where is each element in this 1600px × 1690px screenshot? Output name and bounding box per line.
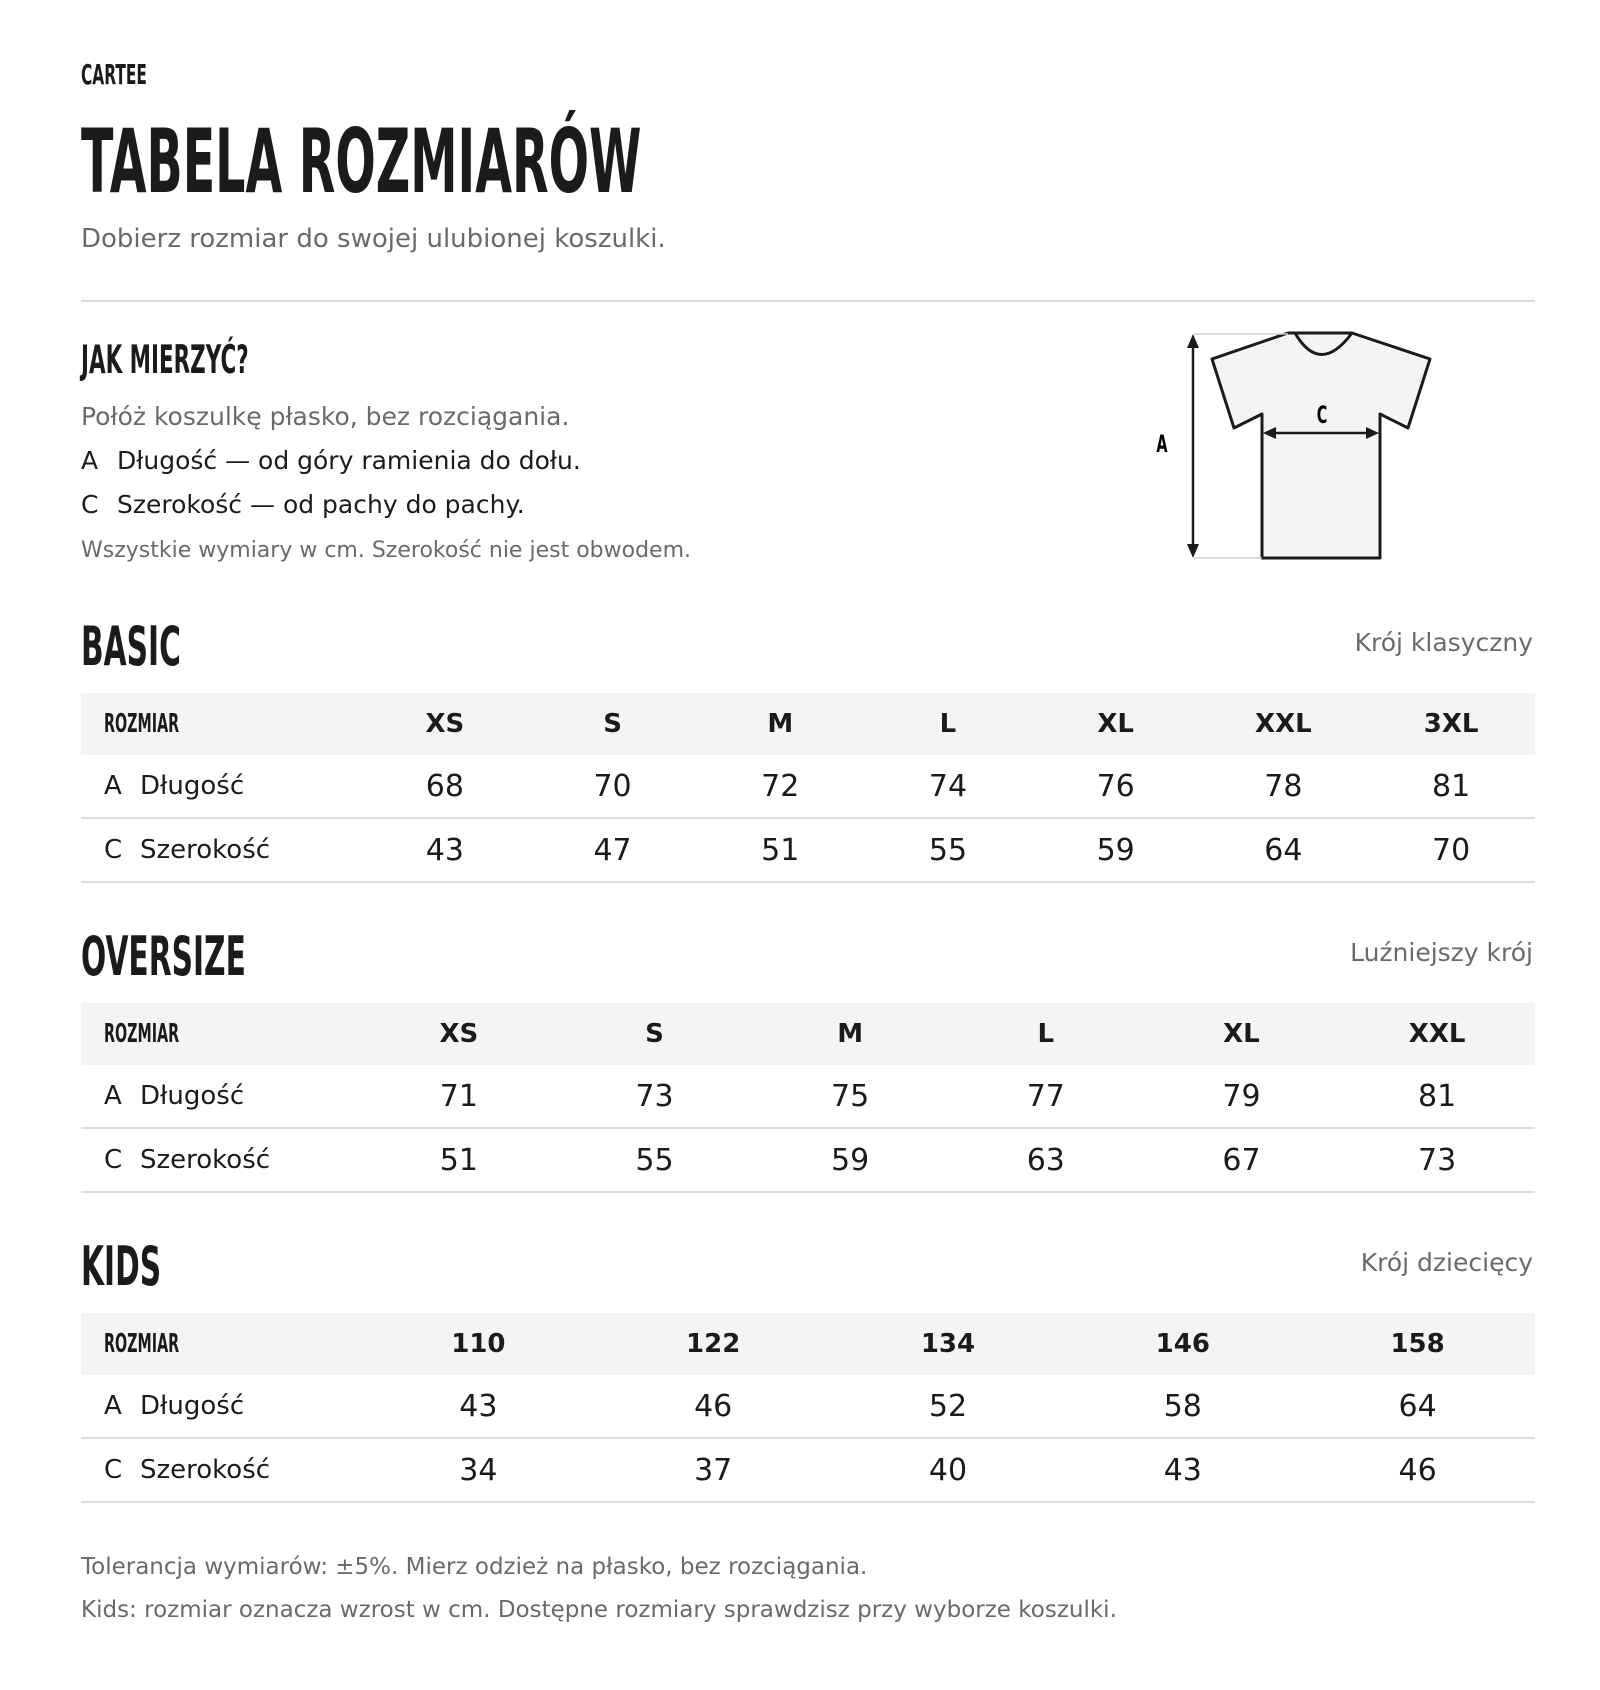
measure-c-letter: C bbox=[81, 490, 99, 519]
table-cell: 37 bbox=[596, 1438, 831, 1502]
measure-a-text: Długość — od góry ramienia do dołu. bbox=[117, 446, 581, 475]
size-header: 110 bbox=[451, 1329, 506, 1359]
diagram-label-a: A bbox=[1156, 430, 1168, 459]
size-header: S bbox=[645, 1019, 664, 1049]
header-label: ROZMIAR bbox=[104, 709, 180, 739]
table-cell: 76 bbox=[1032, 755, 1200, 818]
table-cell: 55 bbox=[557, 1128, 753, 1192]
measure-c-text: Szerokość — od pachy do pachy. bbox=[117, 490, 525, 519]
table-cell: 52 bbox=[831, 1375, 1066, 1438]
table-cell: 64 bbox=[1300, 1375, 1535, 1438]
table-cell: 63 bbox=[948, 1128, 1144, 1192]
row-letter: C bbox=[104, 1145, 123, 1175]
section-note-basic: Krój klasyczny bbox=[1354, 628, 1533, 657]
table-cell: 75 bbox=[752, 1065, 948, 1128]
row-label-text: Szerokość bbox=[140, 1455, 271, 1485]
table-cell: 72 bbox=[696, 755, 864, 818]
table-cell: 59 bbox=[752, 1128, 948, 1192]
size-header: XXL bbox=[1408, 1019, 1466, 1049]
table-cell: 71 bbox=[361, 1065, 557, 1128]
row-label bbox=[81, 1065, 361, 1128]
tshirt-icon bbox=[1212, 333, 1430, 558]
measure-c-line bbox=[81, 490, 525, 519]
row-label-text: Szerokość bbox=[140, 835, 271, 865]
table-cell: 68 bbox=[361, 755, 529, 818]
table-cell: 70 bbox=[529, 755, 697, 818]
size-header: XS bbox=[425, 709, 465, 739]
divider bbox=[81, 300, 1535, 302]
table-cell: 51 bbox=[361, 1128, 557, 1192]
table-header-row bbox=[81, 693, 1535, 755]
size-table-kids bbox=[81, 1313, 1535, 1503]
table-cell: 51 bbox=[696, 818, 864, 882]
size-header: M bbox=[837, 1019, 864, 1049]
table-cell: 70 bbox=[1367, 818, 1535, 882]
how-to-measure-intro: Połóż koszulkę płasko, bez rozciągania. bbox=[81, 402, 570, 431]
size-header: XS bbox=[439, 1019, 479, 1049]
row-label bbox=[81, 1438, 361, 1502]
size-header: S bbox=[603, 709, 622, 739]
table-cell: 79 bbox=[1144, 1065, 1340, 1128]
table-cell: 78 bbox=[1200, 755, 1368, 818]
diagram-label-c: C bbox=[1316, 401, 1328, 430]
table-cell: 46 bbox=[596, 1375, 831, 1438]
size-header: M bbox=[767, 709, 794, 739]
length-arrow-icon bbox=[1187, 334, 1199, 558]
table-cell: 73 bbox=[557, 1065, 753, 1128]
table-header-row bbox=[81, 1313, 1535, 1375]
table-cell: 47 bbox=[529, 818, 697, 882]
row-label-text: Szerokość bbox=[140, 1145, 271, 1175]
page-subtitle: Dobierz rozmiar do swojej ulubionej koszulki. bbox=[81, 224, 666, 254]
tshirt-measure-diagram bbox=[1112, 318, 1532, 568]
section-note-oversize: Luźniejszy krój bbox=[1350, 938, 1533, 967]
table-cell: 43 bbox=[361, 1375, 596, 1438]
table-row bbox=[81, 1128, 1535, 1192]
size-header: 122 bbox=[686, 1329, 741, 1359]
table-cell: 58 bbox=[1065, 1375, 1300, 1438]
size-table-basic bbox=[81, 693, 1535, 883]
footer-tolerance-note: Tolerancja wymiarów: ±5%. Mierz odzież na płasko, bez rozciągania. bbox=[81, 1554, 868, 1580]
measure-a-letter: A bbox=[81, 446, 99, 475]
brand-name: CARTEE bbox=[81, 58, 147, 91]
row-label-text: Długość bbox=[140, 1081, 245, 1111]
row-label-text: Długość bbox=[140, 771, 245, 801]
table-row bbox=[81, 1065, 1535, 1128]
how-to-measure-title: JAK MIERZYĆ? bbox=[81, 338, 249, 383]
size-header: 146 bbox=[1155, 1329, 1210, 1359]
row-label bbox=[81, 1375, 361, 1438]
table-cell: 43 bbox=[1065, 1438, 1300, 1502]
row-label bbox=[81, 818, 361, 882]
table-cell: 67 bbox=[1144, 1128, 1340, 1192]
row-label-text: Długość bbox=[140, 1391, 245, 1421]
row-letter: A bbox=[104, 771, 122, 801]
section-note-kids: Krój dziecięcy bbox=[1360, 1248, 1533, 1277]
table-cell: 81 bbox=[1339, 1065, 1535, 1128]
table-row bbox=[81, 818, 1535, 882]
table-cell: 40 bbox=[831, 1438, 1066, 1502]
row-letter: C bbox=[104, 1455, 123, 1485]
table-cell: 43 bbox=[361, 818, 529, 882]
header-label-cell bbox=[81, 1003, 361, 1065]
row-letter: C bbox=[104, 835, 123, 865]
footer-kids-note: Kids: rozmiar oznacza wzrost w cm. Dostępne rozmiary sprawdzisz przy wyborze koszulki. bbox=[81, 1597, 1117, 1623]
header-label: ROZMIAR bbox=[104, 1019, 180, 1049]
row-label bbox=[81, 1128, 361, 1192]
size-header: XL bbox=[1097, 709, 1134, 739]
measure-a-line bbox=[81, 446, 581, 475]
page-title: TABELA ROZMIARÓW bbox=[81, 110, 642, 213]
table-cell: 34 bbox=[361, 1438, 596, 1502]
size-header: XXL bbox=[1255, 709, 1312, 739]
size-header: L bbox=[1037, 1019, 1055, 1049]
measure-note: Wszystkie wymiary w cm. Szerokość nie jest obwodem. bbox=[81, 538, 691, 563]
header-label-cell bbox=[81, 1313, 361, 1375]
size-header: L bbox=[939, 709, 957, 739]
table-cell: 73 bbox=[1339, 1128, 1535, 1192]
table-cell: 64 bbox=[1200, 818, 1368, 882]
row-letter: A bbox=[104, 1081, 122, 1111]
header-label: ROZMIAR bbox=[104, 1329, 180, 1359]
table-cell: 59 bbox=[1032, 818, 1200, 882]
table-cell: 81 bbox=[1367, 755, 1535, 818]
size-header: 158 bbox=[1390, 1329, 1445, 1359]
table-cell: 77 bbox=[948, 1065, 1144, 1128]
size-table-oversize bbox=[81, 1003, 1535, 1193]
table-cell: 55 bbox=[864, 818, 1032, 882]
table-row bbox=[81, 1375, 1535, 1438]
table-row bbox=[81, 755, 1535, 818]
size-header: XL bbox=[1223, 1019, 1260, 1049]
table-cell: 46 bbox=[1300, 1438, 1535, 1502]
size-header: 134 bbox=[920, 1329, 976, 1359]
section-title-kids: KIDS bbox=[81, 1235, 162, 1298]
table-cell: 74 bbox=[864, 755, 1032, 818]
table-header-row bbox=[81, 1003, 1535, 1065]
section-title-oversize: OVERSIZE bbox=[81, 925, 246, 988]
section-title-basic: BASIC bbox=[81, 615, 181, 678]
size-header: 3XL bbox=[1423, 709, 1479, 739]
table-row bbox=[81, 1438, 1535, 1502]
row-label bbox=[81, 755, 361, 818]
row-letter: A bbox=[104, 1391, 122, 1421]
header-label-cell bbox=[81, 693, 361, 755]
